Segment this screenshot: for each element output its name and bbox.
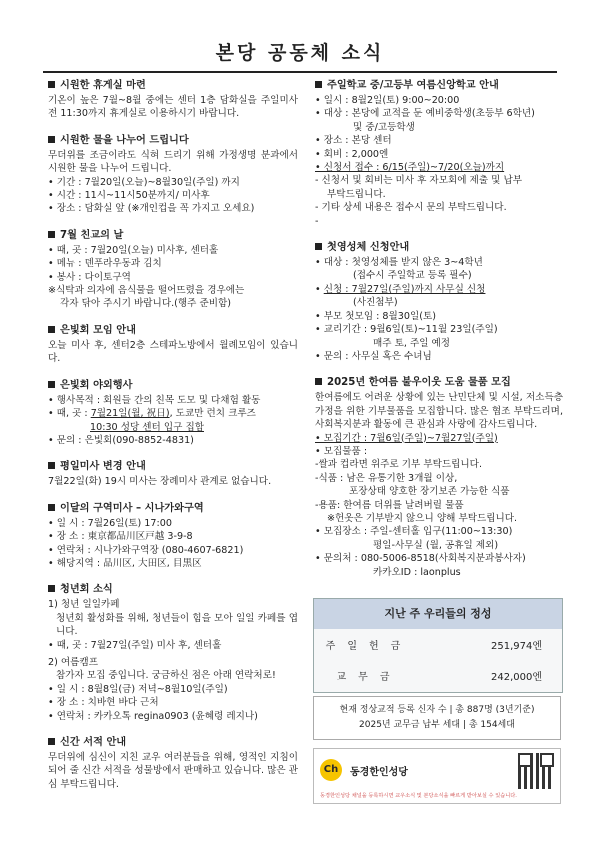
item-date: 7월21일(월, 祝日) xyxy=(90,408,170,420)
offering-box xyxy=(313,598,563,693)
list-item: 매주 토, 주일 예정 xyxy=(373,337,451,349)
offering-heading: 지난 주 우리들의 정성 xyxy=(314,599,562,629)
list-item: • 장 소 : 치바현 바다 근처 xyxy=(48,697,159,709)
list-item: • 대상 : 첫영성체를 받지 않은 3~4학년 xyxy=(315,257,483,269)
list-item: 포장상태 양호한 장기보존 가능한 식품 xyxy=(349,486,510,498)
item-place: , 도쿄만 런치 크루즈 xyxy=(169,408,256,420)
list-item: • 회비 : 2,000엔 xyxy=(315,148,389,160)
notice-first-communion xyxy=(313,241,563,363)
bullet-square-icon xyxy=(48,381,55,388)
notice-body: 청년회 활성화를 위해, 청년들이 힘을 모아 일일 카페를 엽니다. xyxy=(56,612,298,638)
list-item: 각자 닦아 주시기 바랍니다.(행주 준비함) xyxy=(60,298,232,310)
notice-heading: 은빛회 모임 안내 xyxy=(60,324,136,336)
list-item xyxy=(46,407,298,420)
list-item: • 일 시 : 7월26일(토) 17:00 xyxy=(48,517,172,529)
bullet-square-icon xyxy=(315,243,322,250)
offering-row xyxy=(314,660,562,691)
page-title: 본당 공동체 소식 xyxy=(215,42,385,64)
list-item: • 연락처 : 시나가와구역장 (080-4607-6821) xyxy=(48,544,244,556)
notice-heading: 시원한 물을 나누어 드립니다 xyxy=(60,134,189,146)
notice-water xyxy=(46,134,298,216)
notice-weekday-mass xyxy=(46,460,298,488)
notice-new-books xyxy=(46,736,298,791)
notice-heading: 평일미사 변경 안내 xyxy=(60,461,146,473)
notice-donation xyxy=(313,376,563,579)
offering-value: 242,000엔 xyxy=(490,672,542,683)
list-item: -용품: 한여름 더위를 날려버릴 물품 xyxy=(315,499,464,511)
right-column xyxy=(313,79,563,592)
sub-heading: 2) 여름캠프 xyxy=(48,656,98,668)
notice-heading: 주일학교 중/고등부 여름신앙학교 안내 xyxy=(327,80,499,91)
list-item: -쌀과 컵라면 위주로 기부 부탁드립니다. xyxy=(315,459,482,471)
list-item: • 때, 곳 : 7월20일(오늘) 미사후, 센터홀 xyxy=(48,244,219,256)
channel-name: 동경한인성당 xyxy=(350,767,408,778)
list-item: • 문의 : 사무실 혹은 수녀님 xyxy=(315,350,432,362)
list-item: 10:30 성당 센터 입구 집합 xyxy=(90,421,204,433)
item-text: 신청 : 7월27일(주일)까지 사무실 신청 xyxy=(323,283,486,295)
bullet-square-icon xyxy=(48,326,55,333)
notice-body: 참가자 모집 중입니다. 궁금하신 점은 아래 연락처로! xyxy=(56,670,276,682)
notice-youth xyxy=(46,583,298,723)
list-item: 평일-사무실 (월, 공휴일 제외) xyxy=(373,539,499,551)
qr-code-icon[interactable] xyxy=(518,753,554,789)
list-item: - 신청서 및 회비는 미사 후 자모회에 제출 및 납부 xyxy=(315,175,522,187)
title-divider xyxy=(43,71,557,73)
list-item: • 해당지역 : 品川区, 大田区, 目黒区 xyxy=(48,557,202,569)
membership-stats xyxy=(313,696,561,740)
bullet-square-icon xyxy=(48,231,55,238)
list-item: • 장 소 : 東京都品川区戸越 3-9-8 xyxy=(48,531,193,543)
list-item: (사진첨부) xyxy=(353,297,398,309)
notice-silver-outing xyxy=(46,379,298,448)
notice-rest-room xyxy=(46,79,298,121)
notice-body: 기온이 높은 7월~8월 중에는 센터 1층 담화실을 주일미사 전 11:30까지 휴게실로 이용하시기 바랍니다. xyxy=(48,95,298,120)
notice-body: 7월22일(화) 19시 미사는 장례미사 관계로 없습니다. xyxy=(48,476,272,488)
list-item: 부탁드립니다. xyxy=(327,188,386,200)
left-column xyxy=(46,79,298,804)
list-item: • 봉사 : 다이토구역 xyxy=(48,271,131,283)
offering-label: 교무금 xyxy=(336,672,402,683)
bullet-square-icon xyxy=(315,378,322,385)
bullet-square-icon xyxy=(48,585,55,592)
list-item xyxy=(313,283,563,296)
bullet-square-icon xyxy=(315,81,322,88)
notice-heading: 첫영성체 신청안내 xyxy=(327,242,410,254)
list-item: - xyxy=(315,215,319,227)
list-item: 카카오ID : laonplus xyxy=(373,566,461,578)
notice-heading: 이달의 구역미사 – 시나가와구역 xyxy=(60,502,204,514)
notice-heading: 7월 친교의 날 xyxy=(60,229,124,241)
notice-heading: 청년회 소식 xyxy=(60,584,113,596)
list-item: -식품 : 남은 유통기한 3개월 이상, xyxy=(315,472,458,484)
notice-heading: 신간 서적 안내 xyxy=(60,737,127,748)
notice-summer-school xyxy=(313,79,563,228)
list-item: • 기간 : 7월20일(오늘)~8월30일(주일) 까지 xyxy=(48,176,240,188)
bullet-square-icon xyxy=(48,504,55,511)
list-item: • 신청서 접수 : 6/15(주일)~7/20(오늘)까지 xyxy=(315,162,505,174)
notice-silver-meeting xyxy=(46,324,298,366)
list-item: • 모집기간 : 7월6일(주일)~7월27일(주일) xyxy=(315,432,498,444)
stats-line: 2025년 교무금 납부 세대 | 총 154세대 xyxy=(359,720,515,730)
sub-heading: 1) 청년 일일카페 xyxy=(48,599,120,611)
list-item: • 때, 곳 : 7월27일(주일) 미사 후, 센터홀 xyxy=(48,639,222,651)
list-item: • 대상 : 본당에 교적을 둔 예비중학생(초등부 6학년) xyxy=(315,108,535,120)
item-label: • 때, 곳 : xyxy=(48,408,91,420)
list-item: - 기타 상세 내용은 접수시 문의 부탁드립니다. xyxy=(315,202,507,214)
kakao-channel-banner[interactable] xyxy=(313,748,561,804)
list-item: • 문의 : 은빛회(090-8852-4831) xyxy=(48,434,194,446)
offering-value: 251,974엔 xyxy=(490,641,542,652)
bullet-square-icon xyxy=(48,738,55,745)
list-item: • 부모 첫모임 : 8월30일(토) xyxy=(315,310,437,322)
list-item: • 메뉴 : 덴푸라우동과 김치 xyxy=(48,258,162,270)
bullet-square-icon xyxy=(48,136,55,143)
list-item: • 연락처 : 카카오톡 regina0903 (윤혜령 레지나) xyxy=(48,710,258,722)
list-item: • 일시 : 8월2일(토) 9:00~20:00 xyxy=(315,95,460,106)
channel-caption: 동경한인성당 채널을 등록하시면 교우소식 및 본당소식을 빠르게 받아보실 수 있습니다. xyxy=(320,793,517,799)
notice-heading: 2025년 한여름 불우이웃 도움 물품 모집 xyxy=(327,377,511,389)
notice-heading: 은빛회 야외행사 xyxy=(60,379,133,391)
list-item: • 모집장소 : 주일-센터홀 입구(11:00~13:30) xyxy=(315,526,513,538)
notice-district-mass xyxy=(46,502,298,571)
list-item: ※헌옷은 기부받지 않으니 양해 부탁드립니다. xyxy=(327,512,518,524)
kakao-channel-icon: Ch xyxy=(320,759,342,781)
stats-line: 현재 정상교적 등록 신자 수 | 총 887명 (3년기준) xyxy=(339,705,535,715)
list-item: • 문의처 : 080-5006-8518(사회복지분과봉사자) xyxy=(315,553,526,565)
item-bullet: • xyxy=(315,283,324,295)
list-item: • 모집물품 : xyxy=(315,445,368,457)
bullet-square-icon xyxy=(48,462,55,469)
notice-body: 무더위에 심신이 지친 교우 여러분들을 위해, 영적인 지침이 되어 줄 신간 서적을 성물방에서 판매하고 있습니다. 많은 관심 부탁드립니다. xyxy=(48,752,298,790)
notice-body: 오늘 미사 후, 센터2층 스테파노방에서 월례모임이 있습니다. xyxy=(48,339,298,365)
list-item: • 장소 : 본당 센터 xyxy=(315,135,392,147)
offering-row xyxy=(314,629,562,660)
notice-friendship-day xyxy=(46,229,298,311)
offering-label: 주일헌금 xyxy=(325,641,413,652)
list-item: ※식탁과 의자에 음식물을 떨어뜨렸을 경우에는 xyxy=(48,285,245,297)
notice-body: 한여름에도 어려운 상황에 있는 난민단체 및 시설, 저소득층 가정을 위한 기부물품을 모집합니다. 많은 협조 부탁드리며, 사회복지분과 활동에 큰 관심과 사랑에 감사드립니다. xyxy=(315,392,563,431)
notice-heading: 시원한 휴게실 마련 xyxy=(60,80,146,91)
bullet-square-icon xyxy=(48,81,55,88)
list-item: • 행사목적 : 회원들 간의 친목 도모 및 다채험 활동 xyxy=(48,394,261,406)
list-item: • 일 시 : 8월8일(금) 저녁~8월10일(주일) xyxy=(48,683,228,695)
notice-body: 무더위를 조금이라도 식혀 드리기 위해 가정생명 분과에서 시원한 물을 나누어 드립니다. xyxy=(48,149,298,175)
list-item: 및 중/고등학생 xyxy=(353,121,415,133)
list-item: (접수시 주일학교 등록 필수) xyxy=(353,270,472,282)
list-item: • 교리기간 : 9월6일(토)~11월 23일(주일) xyxy=(315,324,498,336)
list-item: • 시간 : 11시~11시50분까지/ 미사후 xyxy=(48,190,210,202)
list-item: • 장소 : 담화실 앞 (※개인컵을 꼭 가지고 오세요) xyxy=(48,203,255,215)
